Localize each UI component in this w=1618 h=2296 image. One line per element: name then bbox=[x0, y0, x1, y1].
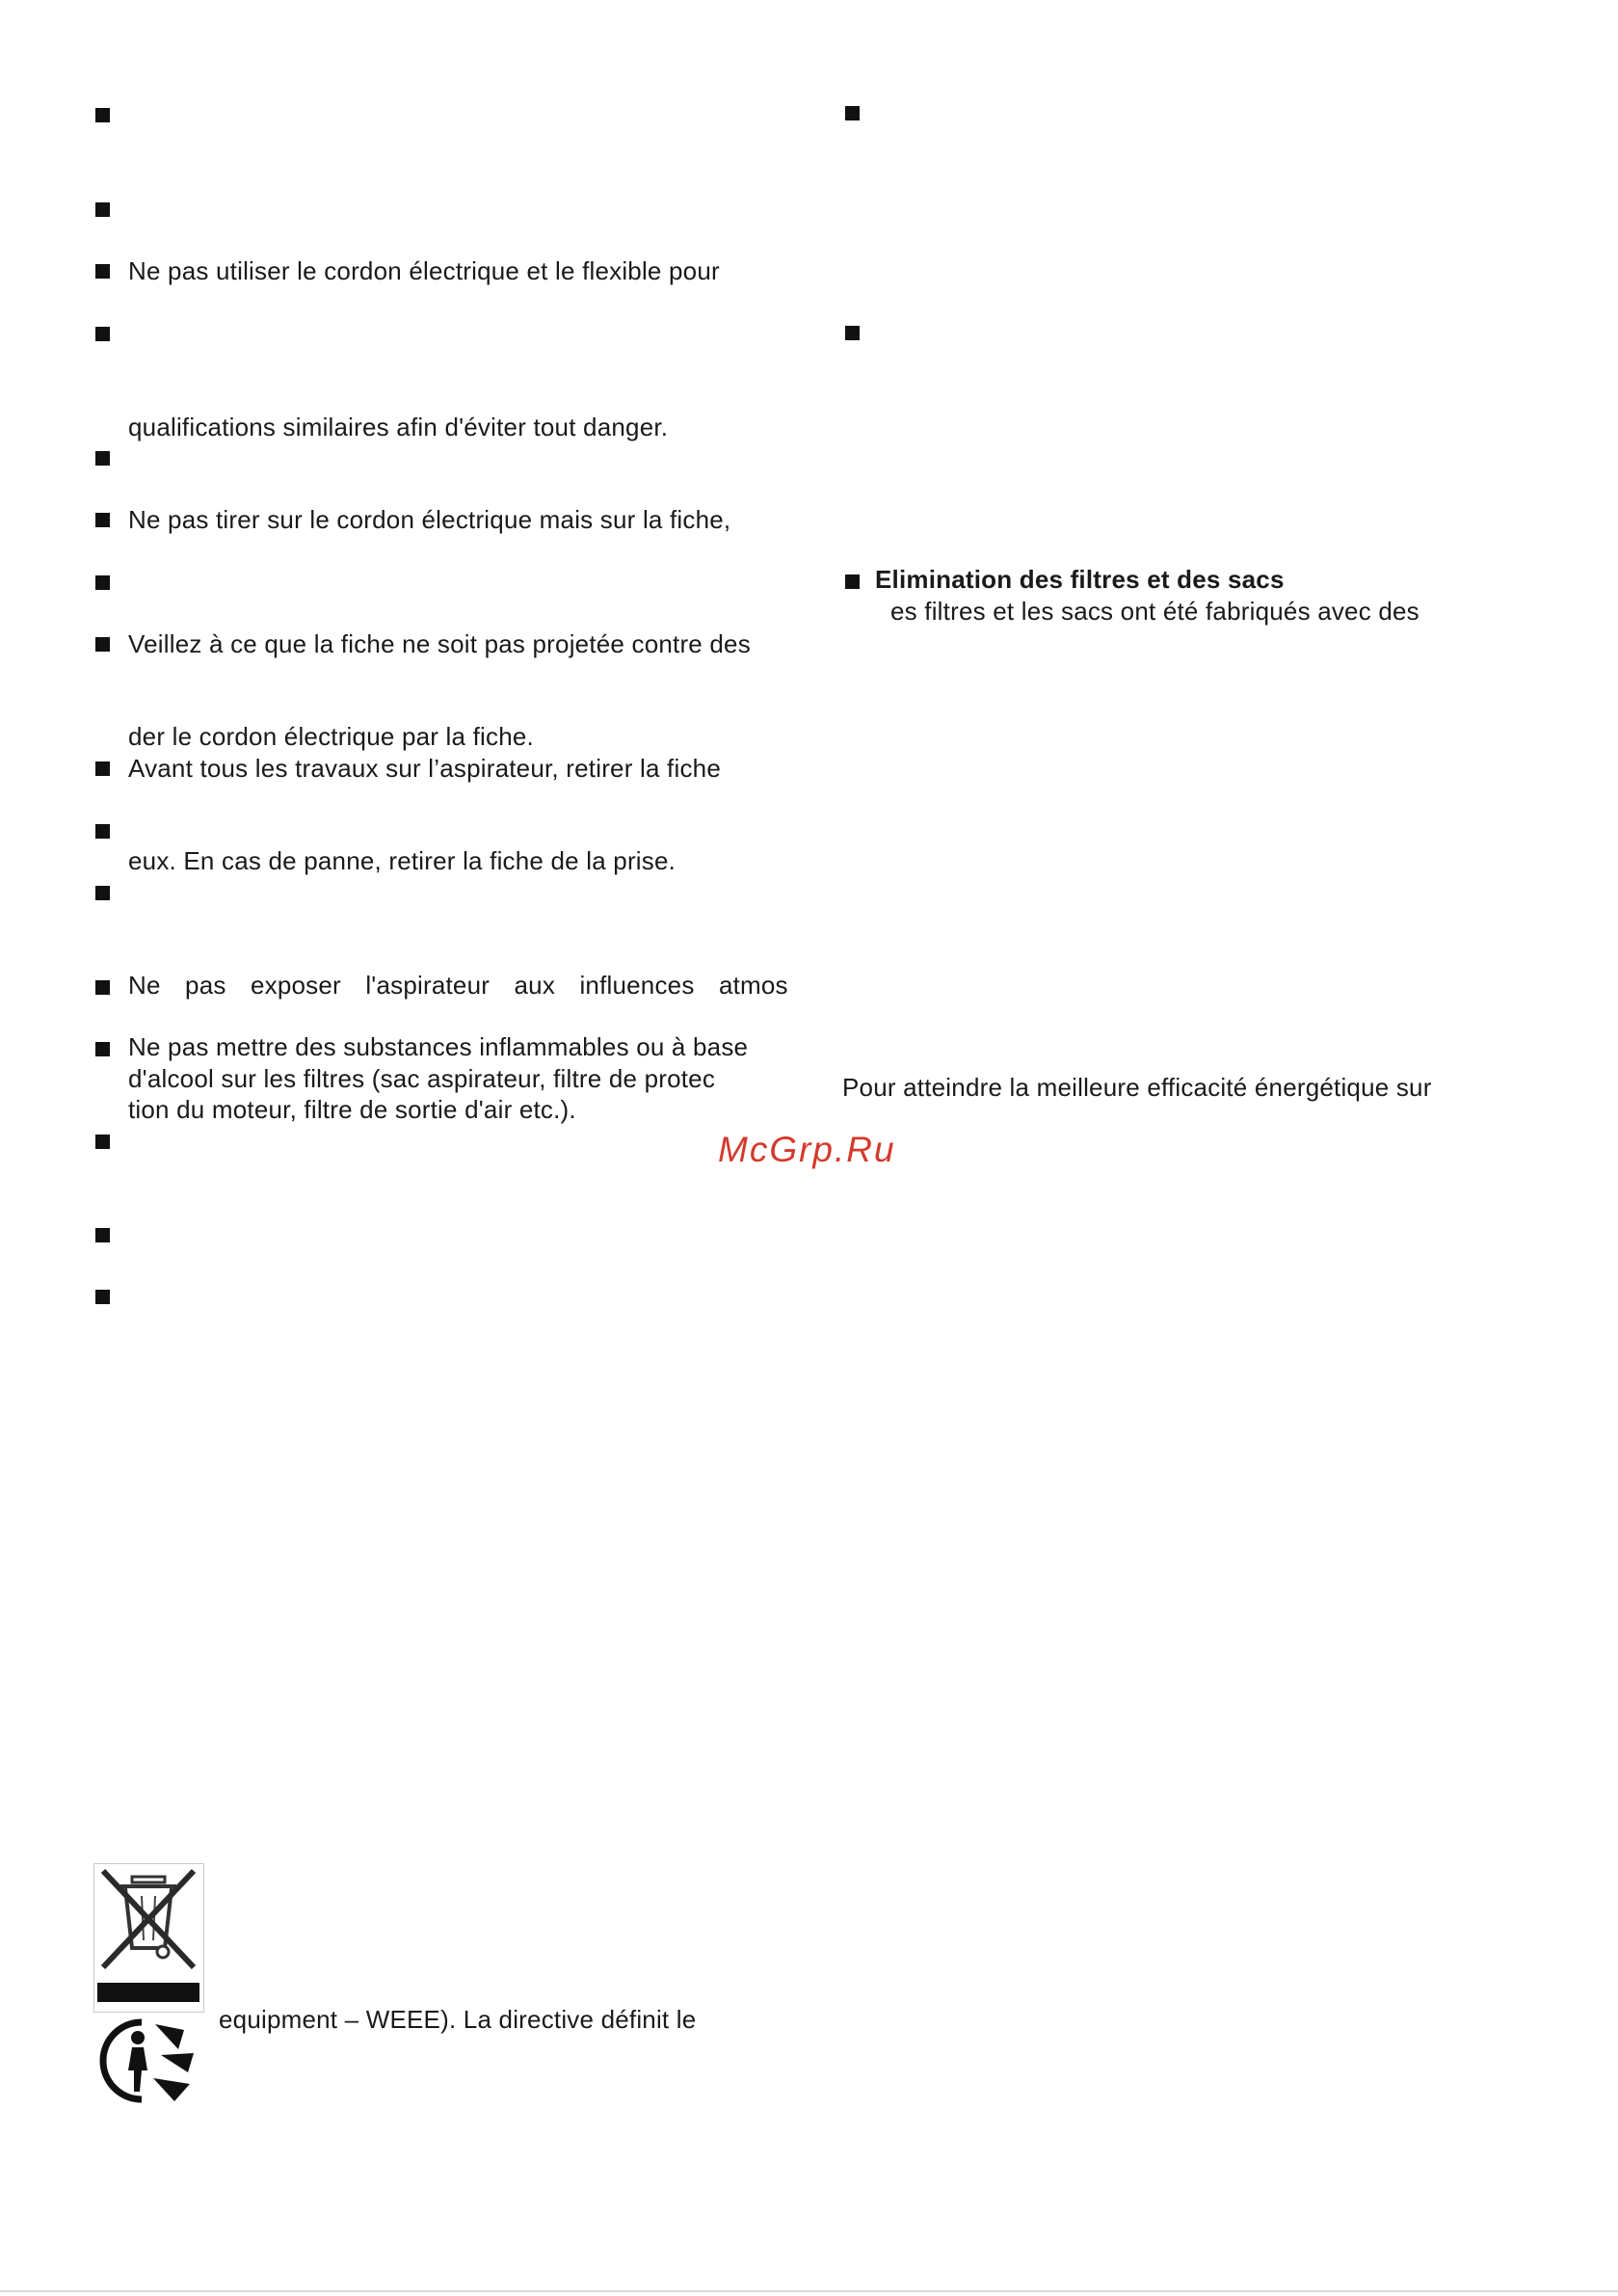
bullet-icon bbox=[95, 1135, 110, 1149]
bullet-icon bbox=[95, 327, 110, 341]
bullet-icon bbox=[845, 326, 860, 340]
crossed-bin-icon bbox=[93, 1863, 204, 2013]
bullet-icon bbox=[95, 886, 110, 900]
bullet-icon bbox=[95, 761, 110, 776]
bullet-icon bbox=[95, 108, 110, 122]
bullet-icon bbox=[95, 1042, 110, 1056]
left-text-line: Avant tous les travaux sur l’aspirateur, retirer la fiche bbox=[128, 754, 721, 783]
left-text-line: Ne pas utiliser le cordon électrique et le flexible pour bbox=[128, 256, 720, 285]
bullet-icon bbox=[95, 1228, 110, 1242]
left-text-line: d'alcool sur les filtres (sac aspirateur, filtre de protec bbox=[128, 1064, 716, 1093]
bullet-icon bbox=[95, 264, 110, 279]
bullet-icon bbox=[95, 824, 110, 839]
left-text-line: eux. En cas de panne, retirer la fiche de la prise. bbox=[128, 846, 676, 875]
left-text-line: Ne pas tirer sur le cordon électrique mais sur la fiche, bbox=[128, 505, 731, 534]
right-text-line: Pour atteindre la meilleure efficacité énergétique sur bbox=[842, 1073, 1432, 1102]
right-text-line: es filtres et les sacs ont été fabriqués avec des bbox=[890, 597, 1419, 626]
left-text-line: qualifications similaires afin d'éviter tout danger. bbox=[128, 413, 669, 441]
bullet-icon bbox=[845, 106, 860, 120]
left-text-line: der le cordon électrique par la fiche. bbox=[128, 722, 534, 751]
left-text-line: Veillez à ce que la fiche ne soit pas projetée contre des bbox=[128, 629, 751, 658]
bullet-icon bbox=[95, 980, 110, 995]
triman-recycling-icon bbox=[97, 2015, 203, 2107]
bullet-icon bbox=[95, 637, 110, 652]
bottom-divider bbox=[0, 2290, 1618, 2292]
section-heading: Elimination des filtres et des sacs bbox=[875, 565, 1285, 594]
bullet-icon bbox=[95, 575, 110, 590]
bullet-icon bbox=[95, 202, 110, 217]
bullet-icon bbox=[95, 1290, 110, 1304]
left-text-line: tion du moteur, filtre de sortie d'air etc.). bbox=[128, 1095, 576, 1124]
bullet-icon bbox=[845, 574, 860, 589]
weee-text-line: equipment – WEEE). La directive définit le bbox=[219, 2005, 697, 2034]
left-text-line: Ne pas exposer l'aspirateur aux influences atmos bbox=[128, 971, 788, 1000]
bullet-icon bbox=[95, 451, 110, 466]
watermark: McGrp.Ru bbox=[718, 1130, 896, 1169]
left-text-line: Ne pas mettre des substances inflammables ou à base bbox=[128, 1032, 749, 1061]
bullet-icon bbox=[95, 513, 110, 527]
